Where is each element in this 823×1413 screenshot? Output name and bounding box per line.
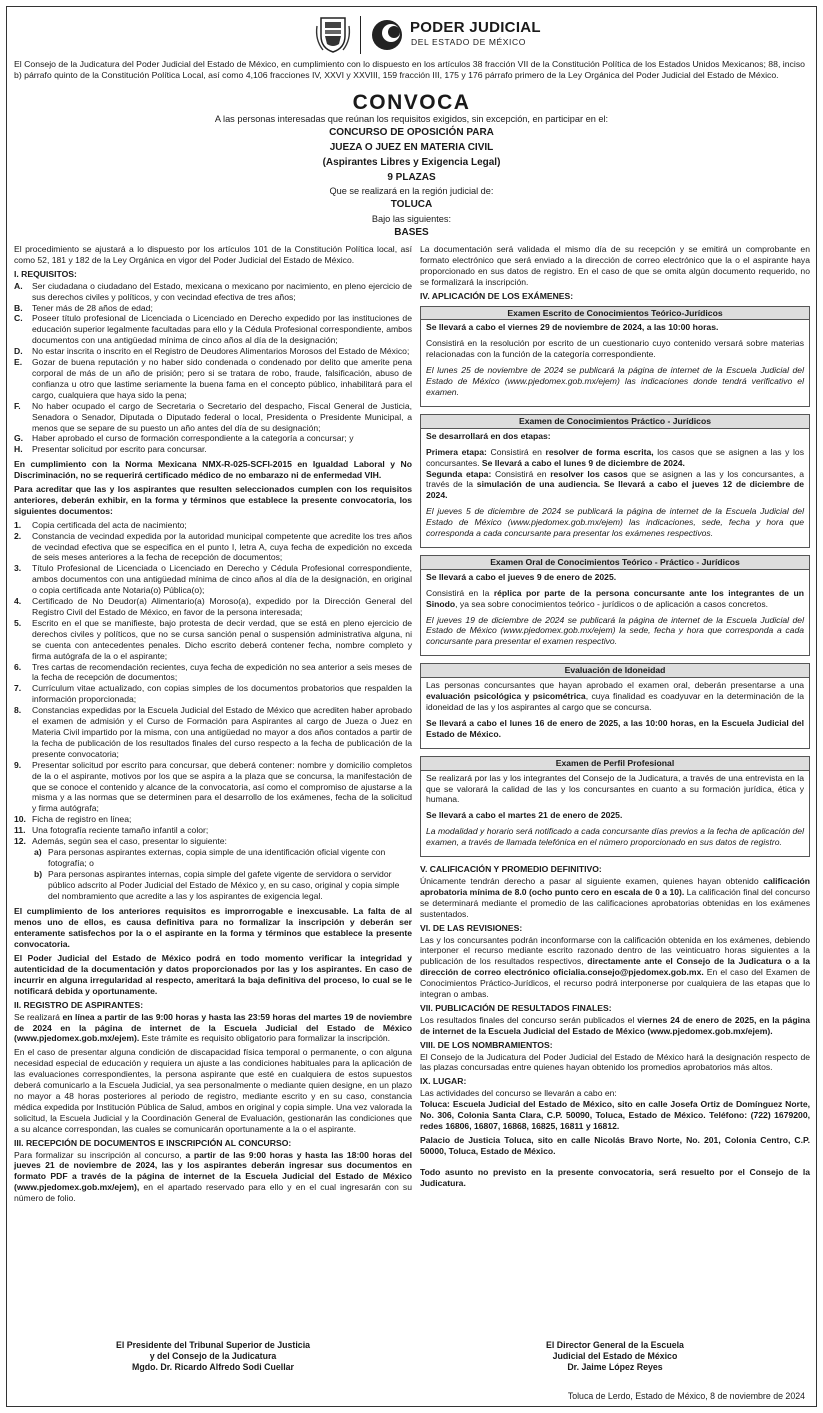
list-item-text: Título Profesional de Licenciada o Licenciado en Derecho y Cédula Profesional correspondiente, ambos documentos con una antigüedad mínima de cinco años al día de la designación, en original o copia certificada ante Notaria(o) Pública(o); xyxy=(32,563,412,596)
list-item-marker: G. xyxy=(14,433,24,444)
lugar-escuela: Toluca: Escuela Judicial del Estado de México, sito en calle Josefa Ortiz de Domínguez Norte, No. 306, Colonia Santa Clara, C.P. 50090, Toluca, Estado de México. Teléfono: (722) 1679200, redes 16806, 16807, 16868, 16825, 16811 y 16812. xyxy=(420,1099,810,1131)
sub-item-a: a) Para personas aspirantes externas, copia simple de una identificación oficial vigente con fotografía; o xyxy=(34,846,386,868)
list-item-text: Ser ciudadana o ciudadano del Estado, mexicana o mexicano por nacimiento, en pleno ejercicio de sus derechos civiles y políticos, y con vecindad efectiva de tres años; xyxy=(32,280,412,302)
section-requisitos: I. REQUISITOS: xyxy=(14,268,77,279)
list-item-text: Constancias expedidas por la Escuela Judicial del Estado de México que acrediten haber aprobado el examen de admisión y el Curso de Formación para Aspirantes al cargo de Jueza o Juez en Materia Civil impartido por la misma, con una antigüedad no mayor a dos años contados a partir de la fecha de publicación de los resultados finales del curso respecto a la fecha de publicación de la presente convocatoria; xyxy=(32,705,412,759)
list-item xyxy=(14,814,412,825)
list-item xyxy=(14,433,412,444)
exam-description: Consistirá en la resolución por escrito de un cuestionario cuyo contenido versará sobre materias relacionadas con la función de la categoría correspondiente. xyxy=(426,338,804,360)
list-item xyxy=(14,313,412,346)
list-item-text: Presentar solicitud por escrito para concursar, que deberá contener: nombre y domicilio completos de la o el aspirante, motivos por los que se aspira a la plaza que se concursa, la manifestación de que se conoce el contenido y alcance de la convocatoria, así como el compromiso de ajustarse a la misma y a las normas que se determinen para el desarrollo de los exámenes, fecha de la solicitud y firma autógrafa; xyxy=(32,759,412,814)
exam-description: Las personas concursantes que hayan aprobado el examen oral, deberán presentarse a una evaluación psicológica y psicométrica, cuya finalidad es coadyuvar en la determinación de la idoneidad de las y los aspirantes al cargo que se concursa. xyxy=(426,680,804,712)
poder-judicial-logo-icon xyxy=(370,18,404,52)
list-item-text: Tres cartas de recomendación recientes, cuya fecha de expedición no sea anterior a seis meses de la fecha de recepción de documentos; xyxy=(32,661,412,683)
exam-note: El jueves 19 de diciembre de 2024 se publicará la página de internet de la Escuela Judicial del Estado de México (www.pjedomex.gob.mx/ejem) la sede, fecha y hora que corresponda a cada concursante para presentar el examen respectivo. xyxy=(426,614,804,647)
section-recepcion: III. RECEPCIÓN DE DOCUMENTOS E INSCRIPCIÓN AL CONCURSO: xyxy=(14,1137,292,1148)
signature-line: Judicial del Estado de México xyxy=(552,1351,678,1362)
signature-left xyxy=(14,1340,412,1374)
list-item-marker: 10. xyxy=(14,814,26,825)
exam-stage-2: Segunda etapa: Consistirá en resolver los casos que se asignen a las y los concursantes, a través de la simulación de una audiencia. Se llevará a cabo el jueves 12 de diciembre de 2024. xyxy=(426,468,804,501)
exam-date: Se llevará a cabo el lunes 16 de enero de 2025, a las 10:00 horas, en la Escuela Judicial del Estado de México. xyxy=(426,717,804,739)
signature-line: El Director General de la Escuela xyxy=(546,1340,684,1350)
verificar-paragraph: El Poder Judicial del Estado de México podrá en todo momento verificar la integridad y autenticidad de la documentación y datos proporcionados por las y los aspirantes. En caso de incurrir en alguna irregularidad al respecto, ameritará la baja definitiva del proceso, lo cual se le notificará debida y oportunamente. xyxy=(14,953,412,996)
brand-title: PODER JUDICIAL xyxy=(410,19,541,36)
list-item xyxy=(14,520,412,531)
exam-box-title: Evaluación de Idoneidad xyxy=(421,664,809,678)
brand-subtitle: DEL ESTADO DE MÉXICO xyxy=(411,37,526,47)
list-item-marker: 3. xyxy=(14,563,22,574)
list-item-text: Escrito en el que se manifieste, bajo protesta de decir verdad, que se está en pleno ejercicio de derechos civiles y políticos, que no se cursa sanción penal o suspensión administrativa alguna, ni se cuenta con antecedentes penales. Dicho escrito deberá contener fecha, nombre completo y firma autógrafa de la o el aspirante; xyxy=(32,617,412,661)
exam-box-oral xyxy=(420,555,810,656)
exam-note: El lunes 25 de noviembre de 2024 se publicará la página de internet de la Escuela Judicial del Estado de México (www.pjedomex.gob.mx/ejem) las indicaciones donde tendrá verificativo el examen. xyxy=(426,365,804,397)
exam-note: La modalidad y horario será notificado a cada concursante días previos a la fecha de aplicación del examen, a través de llamada telefónica en el número proporcionado en sus datos de registro. xyxy=(426,826,804,848)
final-paragraph: Todo asunto no previsto en la presente convocatoria, será resuelto por el Consejo de la Judicatura. xyxy=(420,1166,810,1188)
exam-box-title: Examen Escrito de Conocimientos Teórico-Jurídicos xyxy=(421,307,809,321)
list-item-text: Copia certificada del acta de nacimiento; xyxy=(32,519,187,530)
exam-description: Consistirá en la réplica por parte de la persona concursante ante los integrantes de un Sinodo, ya sea sobre conocimientos teórico - jurídicos o de aplicación a casos concretos. xyxy=(426,587,804,609)
signature-line: El Presidente del Tribunal Superior de Justicia xyxy=(115,1340,311,1350)
list-item xyxy=(14,662,412,684)
list-item-marker: 7. xyxy=(14,683,22,694)
list-item-marker: H. xyxy=(14,444,23,455)
list-item-marker: 11. xyxy=(14,825,26,836)
list-item-marker: 1. xyxy=(14,519,22,530)
list-item-text: Haber aprobado el curso de formación correspondiente a la categoría a concursar; y xyxy=(32,433,354,444)
exam-box-escrito xyxy=(420,306,810,407)
bases-heading: BASES xyxy=(394,227,429,238)
list-item-marker: C. xyxy=(14,313,23,324)
list-item xyxy=(14,596,412,618)
exam-box-perfil xyxy=(420,756,810,857)
recepcion-paragraph: Para formalizar su inscripción al concurso, a partir de las 9:00 horas y hasta las 18:00 horas del jueves 21 de noviembre de 2024, las y los aspirantes deberán ingresar sus documentos en formato PDF a través de la página de internet de la Escuela Judicial del Estado de México (www.pjedomex.gob.mx/ejem), en el apartado reservado para ello y en el cual ingresarán con su número de folio. xyxy=(14,1149,412,1204)
sub-item-b: b) Para personas aspirantes internas, copia simple del gafete vigente de servidora o servidor público adscrito al Poder Judicial del Estado de México y, en su caso, original y copia simple del nombramiento que acredite a las y los aspirantes de exigencia legal. xyxy=(34,868,400,901)
contest-title-1: CONCURSO DE OPOSICIÓN PARA xyxy=(329,127,494,138)
list-item xyxy=(14,825,412,836)
exam-date: Se llevará a cabo el martes 21 de enero de 2025. xyxy=(426,810,623,821)
signature-name: Mgdo. Dr. Ricardo Alfredo Sodi Cuellar xyxy=(132,1362,294,1373)
exam-box-title: Examen Oral de Conocimientos Teórico - Práctico - Jurídicos xyxy=(421,556,809,570)
list-item-marker: 8. xyxy=(14,705,22,716)
exam-stage-1: Primera etapa: Consistirá en resolver de forma escrita, los casos que se asignen a las y los concursantes. Se llevará a cabo el lunes 9 de diciembre de 2024. xyxy=(426,446,804,468)
exam-stages-intro: Se desarrollará en dos etapas: xyxy=(426,430,551,441)
list-item xyxy=(14,531,412,564)
procedure-paragraph: El procedimiento se ajustará a lo dispuesto por los artículos 101 de la Constitución Política local, así como 52, 181 y 182 de la Ley Orgánica en vigor del Poder Judicial del Estado de México. xyxy=(14,244,412,265)
contest-title-3: (Aspirantes Libres y Exigencia Legal) xyxy=(322,157,501,168)
exam-box-idoneidad xyxy=(420,663,810,748)
right-column xyxy=(420,244,810,1188)
lugar-intro: Las actividades del concurso se llevarán a cabo en: xyxy=(420,1088,617,1099)
calificacion-paragraph: Únicamente tendrán derecho a pasar al siguiente examen, quienes hayan obtenido calificación aprobatoria mínima de 8.0 (ocho punto cero en escala de 0 a 10). La calificación final del concurso se determinará mediante el promedio de las calificaciones aprobatorias obtenidas en los exámenes sustentados. xyxy=(420,875,810,919)
list-item xyxy=(14,836,412,847)
requisitos-list xyxy=(14,281,412,456)
bajo-label: Bajo las siguientes: xyxy=(371,214,452,224)
acreditar-paragraph: Para acreditar que las y los aspirantes que resulten seleccionados cumplen con los requisitos anteriores, deberán exhibir, en la forma y términos que establece la presente convocatoria, los siguientes documentos: xyxy=(14,484,412,516)
list-item-text: Currículum vitae actualizado, con copias simples de los documentos probatorios que respalden la información proporcionada; xyxy=(32,683,412,705)
list-item xyxy=(14,357,412,401)
list-item-text: Ficha de registro en línea; xyxy=(32,814,132,825)
list-item-text: Tener más de 28 años de edad; xyxy=(32,302,153,313)
list-item-marker: 2. xyxy=(14,530,22,541)
invitation-line: A las personas interesadas que reúnan los requisitos exigidos, sin excepción, en participar en el: xyxy=(214,114,609,124)
list-item-marker: D. xyxy=(14,346,23,357)
list-item-text: Además, según sea el caso, presentar lo siguiente: xyxy=(32,836,227,847)
exam-note: El jueves 5 de diciembre de 2024 se publicará la página de internet de la Escuela Judicial del Estado de México (www.pjedomex.gob.mx/ejem) las indicaciones, sede, fecha y hora que corresponda a cada concursante para presentar los exámenes respectivos. xyxy=(426,506,804,539)
section-registro: II. REGISTRO DE ASPIRANTES: xyxy=(14,999,144,1010)
list-item-marker: 4. xyxy=(14,596,22,607)
header-divider xyxy=(360,16,361,54)
list-item-marker: B. xyxy=(14,302,23,313)
section-examenes: IV. APLICACIÓN DE LOS EXÁMENES: xyxy=(420,290,574,301)
list-item-text: Una fotografía reciente tamaño infantil a color; xyxy=(32,825,209,836)
list-item-text: Constancia de vecindad expedida por la autoridad municipal competente que acredite los tres años de vecindad efectiva que se especifica en el punto I, letra A, cuya fecha de expedición no exceda de seis meses anteriores a la fecha de recepción de documentos; xyxy=(32,530,412,563)
section-publicacion: VII. PUBLICACIÓN DE RESULTADOS FINALES: xyxy=(420,1002,612,1013)
exam-description: Se realizará por las y los integrantes del Consejo de la Judicatura, a través de una entrevista en la que se valorará la calidad de las y los concursantes en cuanto a su formación jurídica, ética y humana. xyxy=(426,772,804,805)
section-lugar: IX. LUGAR: xyxy=(420,1076,467,1087)
validation-paragraph: La documentación será validada el mismo día de su recepción y se emitirá un comprobante en formato electrónico que será enviado a la dirección de correo electrónico que la o el aspirante haya proporcionado en sus datos de registro. En el caso de que se omita algún documento requerido, no se formalizará la inscripción. xyxy=(420,244,810,287)
section-revisiones: VI. DE LAS REVISIONES: xyxy=(420,922,523,933)
revisiones-paragraph: Las y los concursantes podrán inconformarse con la calificación obtenida en los exámenes, debiendo interponer el recurso mediante escrito razonado dentro de las veinticuatro horas siguientes a la publicación de los resultados respectivos, directamente ante el Consejo de la Judicatura o a la dirección de correo electrónico oficialia.consejo@pjedomex.gob.mx. En el caso del Examen de Conocimientos Práctico-Jurídicos, el recurso podrá interponerse por cualquiera de las etapas que lo integran o ambas. xyxy=(420,934,810,1000)
list-item-text: Gozar de buena reputación y no haber sido condenada o condenado por delito que amerite pena corporal de más de un año de prisión; pero si se tratara de robo, fraude, falsificación, abuso de confianza u otro que lastime seriamente la buena fama en el concepto público, inhabilitará para el cargo, cualquiera que haya sido la pena; xyxy=(32,357,412,400)
documents-list xyxy=(14,520,412,847)
discapacidad-paragraph: En el caso de presentar alguna condición de discapacidad física temporal o permanente, o con alguna necesidad especial de educación y requiera un ajuste a las condiciones habituales para la aplicación de las evaluaciones correspondientes, la persona aspirante que esté en cualquiera de estos supuestos deberá comunicarlo a la Escuela Judicial, ya sea personalmente o mediante quien designe, en un plazo no mayor a 48 horas posteriores al periodo de registro, mediante escrito y en su caso, constancia médica expedida por Institución Pública de Salud, ambos en original y copia simple. Una vez valorada la solicitud, la Escuela Judicial y la Coordinación General de Evaluación, gestionarán las condiciones que a su alcance correspondan, las cuales se comunicarán oportunamente a la o el aspirante. xyxy=(14,1047,412,1134)
improrrogable-paragraph: El cumplimiento de los anteriores requisitos es improrrogable e inexcusable. La falta de al menos uno de ellos, es causa definitiva para no formalizar la inscripción y deberán ser enteramente satisfechos por la o el aspirante en la forma y términos que establece la presente convocatoria. xyxy=(14,906,412,950)
section-nombramientos: VIII. DE LOS NOMBRAMIENTOS: xyxy=(420,1039,553,1050)
list-item-text: No haber ocupado el cargo de Secretaria o Secretario del despacho, Fiscal General de Justicia, Senadora o Senador, Diputada o Diputado federal o local, Presidenta o Presidente Municipal, a menos que se separe de su puesto un año antes del día de su designación; xyxy=(32,400,412,433)
list-item xyxy=(14,303,412,314)
list-item-text: Certificado de No Deudor(a) Alimentario(a) Moroso(a), expedido por la Dirección General del Registro Civil del Estado de México, en favor de la persona interesada; xyxy=(32,596,412,617)
intro-paragraph: El Consejo de la Judicatura del Poder Judicial del Estado de México, en cumplimiento con lo dispuesto en los artículos 38 fracción VII de la Constitución Política de los Estados Unidos Mexicanos; 88, inciso b) párrafo quinto de la Constitución Política Local, así como 4,106 fracciones IV, XXVI y XXVIII, 159 fracción III, 175 y 176 párrafo primero de la Ley Orgánica del Poder Judicial del Estado de México. xyxy=(14,59,805,81)
list-item-marker: 9. xyxy=(14,759,22,770)
list-item-text: No estar inscrita o inscrito en el Registro de Deudores Alimentarios Morosos del Estado de México; xyxy=(32,346,410,357)
list-item-marker: E. xyxy=(14,357,23,368)
list-item xyxy=(14,705,412,760)
list-item-marker: 5. xyxy=(14,617,22,628)
publicacion-paragraph: Los resultados finales del concurso serán publicados el viernes 24 de enero de 2025, en la página de internet de la Escuela Judicial del Estado de México (www.pjedomex.gob.mx/ejem). xyxy=(420,1014,810,1036)
list-item-marker: 6. xyxy=(14,661,22,672)
list-item xyxy=(14,444,412,455)
lugar-palacio: Palacio de Justicia Toluca, sito en calle Nicolás Bravo Norte, No. 201, Colonia Centro, C.P. 50000, Toluca, Estado de México. xyxy=(420,1134,810,1156)
list-item xyxy=(14,760,412,815)
convoca-heading: CONVOCA xyxy=(352,91,471,114)
list-item-marker: 12. xyxy=(14,836,26,847)
list-item-marker: F. xyxy=(14,400,21,411)
list-item-text: Presentar solicitud por escrito para concursar. xyxy=(32,444,207,455)
signature-line: y del Consejo de la Judicatura xyxy=(149,1351,277,1362)
norma-paragraph: En cumplimiento con la Norma Mexicana NMX-R-025-SCFI-2015 en Igualdad Laboral y No Discriminación, no se requerirá certificado médico de no embarazo ni de enfermedad VIH. xyxy=(14,459,412,481)
list-item-text: Poseer título profesional de Licenciada o Licenciado en Derecho expedido por las instituciones de educación superior legalmente facultadas para ello y la Cédula Profesional correspondiente, ambos documentos con una antigüedad mínima de cinco años al día de la designación; xyxy=(32,313,412,346)
list-item xyxy=(14,683,412,705)
state-coat-of-arms-logo xyxy=(313,16,353,54)
place-date: Toluca de Lerdo, Estado de México, 8 de noviembre de 2024 xyxy=(567,1391,805,1401)
list-item xyxy=(14,346,412,357)
region-name: TOLUCA xyxy=(390,199,433,210)
exam-date: Se llevará a cabo el jueves 9 de enero de 2025. xyxy=(426,571,617,582)
exam-box-title: Examen de Conocimientos Práctico - Jurídicos xyxy=(421,415,809,429)
list-item xyxy=(14,618,412,662)
contest-title-2: JUEZA O JUEZ EN MATERIA CIVIL xyxy=(329,142,494,153)
list-item-marker: A. xyxy=(14,280,23,291)
list-item xyxy=(14,563,412,596)
region-label: Que se realizará en la región judicial de: xyxy=(329,186,494,196)
signature-name: Dr. Jaime López Reyes xyxy=(567,1362,663,1373)
list-item xyxy=(14,401,412,434)
signature-right xyxy=(420,1340,810,1374)
exam-box-title: Examen de Perfil Profesional xyxy=(421,757,809,771)
list-item xyxy=(14,281,412,303)
nombramientos-paragraph: El Consejo de la Judicatura del Poder Judicial del Estado de México hará la designación respecto de las plazas concursadas entre quienes hayan obtenido los promedios aprobatorios más altos. xyxy=(420,1051,810,1073)
exam-date: Se llevará a cabo el viernes 29 de noviembre de 2024, a las 10:00 horas. xyxy=(426,322,719,333)
plazas-count: 9 PLAZAS xyxy=(387,172,436,183)
section-calificacion: V. CALIFICACIÓN Y PROMEDIO DEFINITIVO: xyxy=(420,864,602,875)
exam-box-practico xyxy=(420,414,810,548)
left-column xyxy=(14,244,412,1336)
registro-paragraph: Se realizará en línea a partir de las 9:00 horas y hasta las 23:59 horas del martes 19 de noviembre de 2024 en la página de internet de la Escuela Judicial del Estado de México (www.pjedomex.gob.mx/ejem). Este trámite es requisito obligatorio para formalizar la inscripción. xyxy=(14,1011,413,1044)
